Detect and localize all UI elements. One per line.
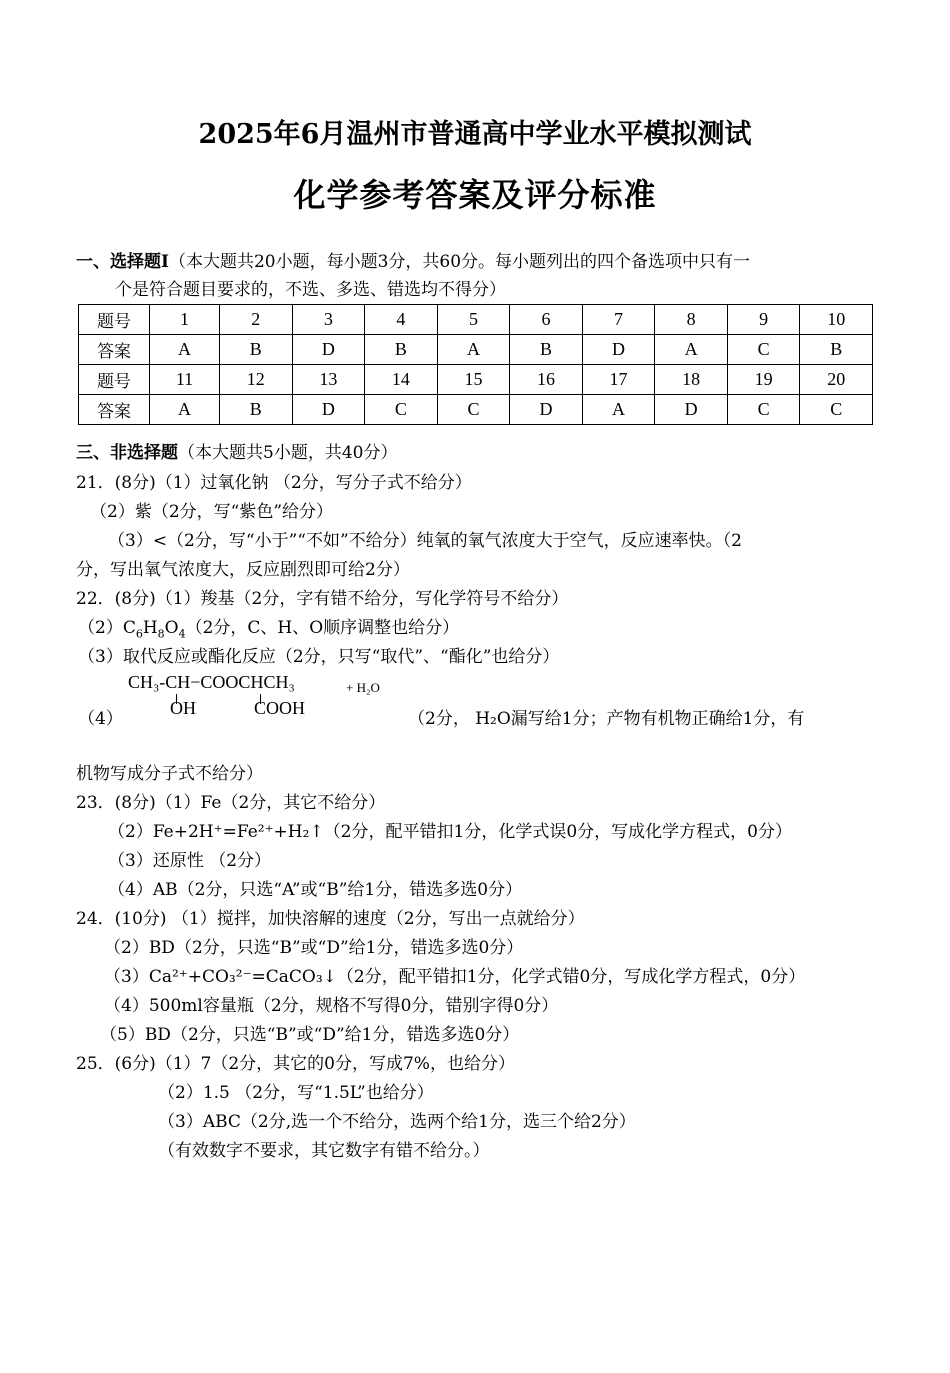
table-cell: 9 (727, 305, 800, 335)
table-cell: B (220, 335, 293, 365)
table-cell: D (582, 335, 655, 365)
q22-line4-note: （2分， H₂O漏写给1分；产物有机物正确给1分，有 (408, 709, 805, 729)
section1-heading: 一、选择题I (76, 252, 169, 272)
table-cell: A (437, 335, 510, 365)
table-cell: A (150, 395, 220, 425)
q22-line2-a: （2）C (78, 618, 136, 638)
q25-line3: （3）ABC（2分,选一个不给分，选两个给1分，选三个给2分） (158, 1112, 636, 1132)
table-cell: 7 (582, 305, 655, 335)
q24-line4: （4）500ml容量瓶（2分，规格不写得0分，错别字得0分） (104, 996, 559, 1016)
table-cell: 1 (150, 305, 220, 335)
q24-line1: 24．(10分) （1）搅拌，加快溶解的速度（2分，写出一点就给分） (76, 909, 585, 929)
section1-desc1: （本大题共20小题，每小题3分，共60分。每小题列出的四个备选项中只有一 (168, 252, 751, 272)
chem-oh-group: OH (170, 698, 196, 718)
q24-line5: （5）BD（2分，只选“B”或“D”给1分，错选多选0分） (100, 1025, 520, 1045)
table-cell: 18 (655, 365, 728, 395)
table-cell: B (800, 335, 873, 365)
q22-line5: 机物写成分子式不给分） (76, 764, 263, 784)
q21-line4: 分，写出氧气浓度大，反应剧烈即可给2分） (76, 560, 410, 580)
q25-line1: 25．(6分)（1）7（2分，其它的0分，写成7%，也给分） (76, 1054, 515, 1074)
chem-cooh-group: COOH (254, 698, 306, 718)
table-cell: B (365, 335, 438, 365)
table-cell: 3 (292, 305, 365, 335)
q22-o: O (164, 618, 179, 638)
table-cell: 答案 (79, 335, 150, 365)
section3-line (76, 442, 397, 464)
page-title: 2025年6月温州市普通高中学业水平模拟测试 (198, 119, 752, 150)
q22-line3: （3）取代反应或酯化反应（2分，只写“取代”、“酯化”也给分） (78, 647, 560, 667)
table-cell: 6 (510, 305, 583, 335)
q25-line2: （2）1.5 （2分，写“1.5L”也给分） (158, 1083, 434, 1103)
table-cell: 4 (365, 305, 438, 335)
table-cell: 题号 (79, 305, 150, 335)
table-row (79, 365, 873, 395)
table-cell: C (800, 395, 873, 425)
table-cell: C (437, 395, 510, 425)
table-cell: D (655, 395, 728, 425)
q22-line2 (78, 617, 459, 645)
table-cell: D (510, 395, 583, 425)
table-cell: 20 (800, 365, 873, 395)
page-subtitle: 化学参考答案及评分标准 (293, 176, 657, 214)
table-cell: 11 (150, 365, 220, 395)
q23-line4: （4）AB（2分，只选“A”或“B”给1分，错选多选0分） (108, 880, 523, 900)
table-cell: D (292, 335, 365, 365)
table-cell: 答案 (79, 395, 150, 425)
q22-line2-b: （2分，C、H、O顺序调整也给分） (185, 618, 460, 638)
section1-desc2: 个是符合题目要求的，不选、多选、错选均不得分） (115, 280, 506, 300)
q23-line2: （2）Fe+2H⁺=Fe²⁺+H₂↑（2分，配平错扣1分，化学式误0分，写成化学方程式，0分） (108, 822, 792, 842)
chem-main-chain: CH₃-CH−COOCHCH₃ (128, 672, 295, 692)
q23-line3: （3）还原性 （2分） (108, 851, 272, 871)
table-cell: 17 (582, 365, 655, 395)
section3-desc: （本大题共5小题，共40分） (178, 443, 398, 463)
table-cell: C (727, 335, 800, 365)
q22-line4-label: （4） (78, 709, 123, 729)
table-cell: D (292, 395, 365, 425)
q22-h: H (142, 618, 158, 638)
answer-table (78, 304, 873, 425)
table-cell: 15 (437, 365, 510, 395)
section1-line1 (76, 251, 750, 273)
table-cell: 12 (220, 365, 293, 395)
chemical-structure (128, 672, 380, 718)
table-cell: 13 (292, 365, 365, 395)
table-cell: A (582, 395, 655, 425)
table-cell: 2 (220, 305, 293, 335)
chem-plus-water: + H₂O (346, 680, 380, 695)
table-cell: 题号 (79, 365, 150, 395)
table-cell: B (220, 395, 293, 425)
table-row (79, 335, 873, 365)
table-cell: 16 (510, 365, 583, 395)
table-cell: 14 (365, 365, 438, 395)
table-cell: 19 (727, 365, 800, 395)
q24-line3: （3）Ca²⁺+CO₃²⁻=CaCO₃↓（2分，配平错扣1分，化学式错0分，写成化学方程式，0分） (104, 967, 806, 987)
table-row (79, 395, 873, 425)
section3-heading: 三、非选择题 (76, 443, 178, 463)
table-cell: A (150, 335, 220, 365)
q24-line2: （2）BD（2分，只选“B”或“D”给1分，错选多选0分） (104, 938, 524, 958)
table-cell: 8 (655, 305, 728, 335)
table-cell: C (727, 395, 800, 425)
table-cell: 5 (437, 305, 510, 335)
q25-line4: （有效数字不要求，其它数字有错不给分。） (158, 1141, 490, 1161)
q21-line1: 21．(8分)（1）过氧化钠 （2分，写分子式不给分） (76, 473, 472, 493)
q22-sub-h: 8 (157, 627, 165, 641)
table-row (79, 305, 873, 335)
table-cell: 10 (800, 305, 873, 335)
q22-sub-c: 6 (135, 627, 143, 641)
q21-line2: （2）紫（2分，写“紫色”给分） (90, 502, 334, 522)
q23-line1: 23．(8分)（1）Fe（2分，其它不给分） (76, 793, 386, 813)
q22-sub-o: 4 (178, 627, 186, 641)
table-cell: B (510, 335, 583, 365)
table-cell: A (655, 335, 728, 365)
table-cell: C (365, 395, 438, 425)
q21-line3: （3）<（2分，写“小于”“不如”不给分）纯氧的氧气浓度大于空气，反应速率快。（2 (108, 531, 742, 551)
q22-line1: 22．(8分)（1）羧基（2分，字有错不给分，写化学符号不给分） (76, 589, 569, 609)
